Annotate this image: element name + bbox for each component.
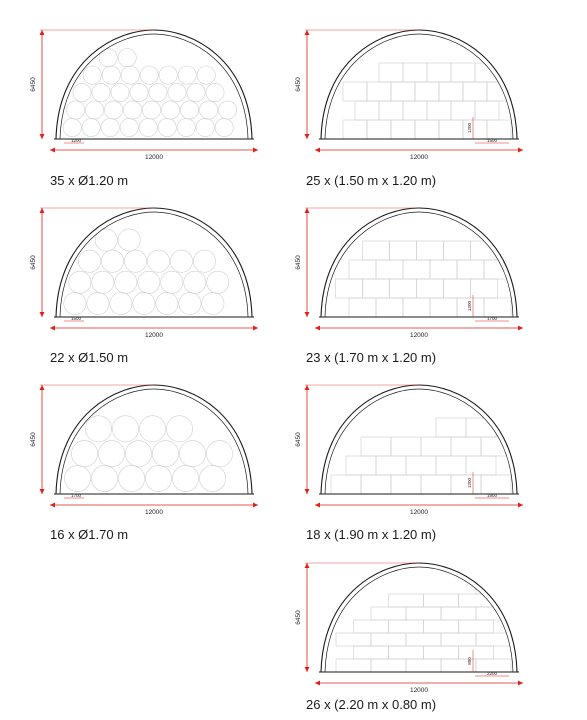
storage-block [417,279,444,298]
tent-inner-outline [325,212,513,317]
storage-block [406,633,441,646]
storage-circle [101,118,119,136]
tent-outline [321,208,517,317]
tent-inner-outline [60,34,248,139]
width-label: 12000 [409,332,429,339]
storage-block [389,620,424,633]
height-arrow-bottom [305,312,310,317]
storage-block [403,101,427,120]
storage-circle [140,66,158,84]
storage-circle [206,441,232,467]
width-arrow-right [253,503,258,508]
storage-circle [63,118,81,136]
storage-circle [71,441,97,467]
caption-rects-1900x1200: 18 x (1.90 m x 1.20 m) [306,527,437,542]
storage-block [371,607,406,620]
storage-block [421,475,451,494]
diagram-svg [28,25,268,175]
storage-circle [200,465,226,491]
width-arrow-right [253,326,258,331]
storage-block [391,120,415,139]
storage-circle [99,49,117,67]
storage-block [476,607,511,620]
height-arrow-bottom [40,489,45,494]
storage-block [481,437,511,456]
height-label: 6450 [30,77,37,92]
storage-block [441,633,476,646]
storage-circle [119,465,145,491]
width-label: 12000 [144,154,164,161]
storage-block [421,437,451,456]
storage-block [463,82,487,101]
storage-block [466,418,496,437]
storage-block [403,260,430,279]
storage-block [424,594,459,607]
storage-block [367,82,391,101]
storage-block [336,279,363,298]
height-arrow-bottom [40,134,45,139]
tent-diagram-rects-2200x800 [293,558,533,708]
unit-label: 1500 [486,137,498,143]
width-label: 12000 [409,154,429,161]
storage-block [390,241,417,260]
height-label: 6450 [295,432,302,447]
storage-block [379,63,403,82]
storage-circle [92,83,110,101]
unit-label: 1900 [486,492,498,498]
tent-outline [321,30,517,139]
storage-block [363,279,390,298]
height-label: 6450 [30,432,37,447]
storage-block [379,101,403,120]
storage-circle [110,292,132,314]
storage-circle [170,250,192,272]
storage-circle [178,66,196,84]
storage-block [466,456,496,475]
storage-circle [146,465,172,491]
diagram-svg [293,558,533,708]
fill-pattern [336,241,512,317]
storage-circle [69,271,91,293]
fill-pattern [63,49,237,137]
unit-label: 2200 [486,670,498,676]
storage-block [354,646,389,659]
width-label: 12000 [409,509,429,516]
storage-circle [87,292,109,314]
diagram-svg [28,380,268,530]
storage-circle [78,250,100,272]
storage-block [415,120,439,139]
storage-block [336,659,371,672]
storage-block [444,241,471,260]
storage-circle [193,250,215,272]
unit-label: 1200 [70,137,82,143]
storage-circle [149,83,167,101]
width-arrow-left [50,326,55,331]
storage-block [424,620,459,633]
height-arrow-bottom [40,312,45,317]
storage-block [391,475,421,494]
storage-circle [92,465,118,491]
tent-diagram-rects-1500x1200 [293,25,533,175]
diagram-svg [293,380,533,530]
storage-block [371,659,406,672]
storage-circle [65,465,91,491]
height-arrow-bottom [305,134,310,139]
storage-block [354,620,389,633]
tent-inner-outline [325,34,513,139]
unit-height-label: 1200 [467,122,472,134]
storage-block [390,279,417,298]
caption-rects-1700x1200: 23 x (1.70 m x 1.20 m) [306,350,437,365]
unit-label: 1700 [70,492,82,498]
width-label: 12000 [144,509,164,516]
storage-block [436,418,466,437]
storage-circle [130,83,148,101]
storage-block [417,241,444,260]
storage-block [406,659,441,672]
storage-block [484,260,511,279]
storage-circle [124,250,146,272]
storage-block [355,101,379,120]
storage-circle [118,49,136,67]
tent-diagram-circles-1700 [28,380,268,530]
storage-block [349,260,376,279]
unit-height-label: 800 [467,657,472,665]
storage-circle [184,271,206,293]
storage-block [427,101,451,120]
storage-block [415,82,439,101]
storage-circle [219,101,237,119]
storage-circle [85,416,111,442]
storage-block [343,120,367,139]
tent-diagram-circles-1200 [28,25,268,175]
diagram-svg [28,203,268,353]
storage-block [459,646,494,659]
storage-block [484,298,511,317]
storage-circle [138,271,160,293]
storage-circle [121,66,139,84]
storage-circle [118,229,140,251]
height-arrow-top [305,563,310,568]
tent-outline [321,563,517,672]
tent-inner-outline [325,389,513,494]
storage-block [371,633,406,646]
height-arrow-top [40,385,45,390]
storage-circle [162,101,180,119]
storage-block [476,633,511,646]
fill-pattern [336,581,511,672]
caption-rects-2200x800: 26 x (2.20 m x 0.80 m) [306,697,437,712]
height-arrow-bottom [305,667,310,672]
tent-diagram-rects-1700x1200 [293,203,533,353]
storage-circle [139,118,157,136]
caption-rects-1500x1200: 25 x (1.50 m x 1.20 m) [306,173,437,188]
storage-circle [64,292,86,314]
storage-circle [152,441,178,467]
width-arrow-right [518,326,523,331]
width-arrow-left [50,148,55,153]
width-arrow-left [315,148,320,153]
storage-block [430,260,457,279]
storage-circle [67,101,85,119]
height-arrow-top [305,208,310,213]
width-arrow-left [315,326,320,331]
storage-circle [115,271,137,293]
storage-block [471,241,498,260]
storage-circle [73,83,91,101]
diagram-svg [293,203,533,353]
width-arrow-right [253,148,258,153]
storage-block [406,456,436,475]
storage-block [436,456,466,475]
storage-circle [181,101,199,119]
width-arrow-right [518,148,523,153]
width-label: 12000 [144,332,164,339]
height-label: 6450 [30,255,37,270]
storage-circle [202,292,224,314]
storage-circle [179,441,205,467]
storage-circle [133,292,155,314]
storage-block [451,437,481,456]
storage-circle [112,416,138,442]
storage-circle [98,441,124,467]
height-arrow-top [305,30,310,35]
storage-block [346,456,376,475]
storage-circle [102,66,120,84]
storage-circle [156,292,178,314]
storage-circle [159,66,177,84]
storage-circle [215,118,233,136]
storage-circle [120,118,138,136]
storage-block [487,120,511,139]
width-arrow-left [50,503,55,508]
tent-outline [56,385,252,494]
width-label: 12000 [409,687,429,694]
storage-block [451,101,475,120]
height-label: 6450 [295,77,302,92]
storage-circle [161,271,183,293]
fill-pattern [331,418,511,494]
storage-circle [101,250,123,272]
storage-circle [111,83,129,101]
storage-block [363,241,390,260]
storage-block [361,437,391,456]
storage-block [444,279,471,298]
storage-block [376,260,403,279]
fill-pattern [343,63,511,139]
tent-diagram-circles-1500 [28,203,268,353]
tent-inner-outline [60,212,248,317]
height-arrow-top [40,30,45,35]
storage-block [451,63,475,82]
storage-circle [124,101,142,119]
storage-circle [168,83,186,101]
storage-block [441,607,476,620]
storage-block [406,607,441,620]
height-arrow-top [305,385,310,390]
unit-label: 1500 [70,315,82,321]
tent-diagram-rects-1900x1200 [293,380,533,530]
storage-circle [105,101,123,119]
storage-block [481,475,511,494]
storage-circle [83,66,101,84]
storage-block [367,120,391,139]
diagram-svg [293,25,533,175]
storage-circle [166,416,192,442]
storage-block [376,298,403,317]
storage-circle [158,118,176,136]
storage-circle [187,83,205,101]
storage-block [336,633,371,646]
height-arrow-top [40,208,45,213]
storage-circle [147,250,169,272]
unit-height-label: 1200 [467,300,472,312]
storage-circle [143,101,161,119]
height-arrow-bottom [305,489,310,494]
storage-circle [82,118,100,136]
storage-block [451,475,481,494]
storage-circle [173,465,199,491]
storage-block [427,63,451,82]
storage-block [471,279,498,298]
width-arrow-left [315,681,320,686]
storage-block [361,475,391,494]
unit-height-label: 1200 [467,477,472,489]
storage-circle [197,66,215,84]
storage-block [391,82,415,101]
storage-block [349,298,376,317]
storage-block [424,646,459,659]
storage-block [343,82,367,101]
storage-circle [207,271,229,293]
storage-circle [179,292,201,314]
storage-block [439,120,463,139]
storage-block [403,63,427,82]
caption-circles-1500: 22 x Ø1.50 m [50,350,129,365]
storage-block [376,456,406,475]
unit-label: 1700 [486,315,498,321]
storage-circle [200,101,218,119]
storage-block [389,594,424,607]
storage-block [475,101,499,120]
storage-block [391,437,421,456]
storage-block [403,298,430,317]
storage-circle [177,118,195,136]
storage-block [389,646,424,659]
width-arrow-right [518,681,523,686]
storage-circle [206,83,224,101]
storage-block [459,620,494,633]
caption-circles-1200: 35 x Ø1.20 m [50,173,129,188]
width-arrow-left [315,503,320,508]
storage-circle [196,118,214,136]
storage-circle [86,101,104,119]
fill-pattern [65,416,233,492]
storage-block [457,260,484,279]
height-label: 6450 [295,255,302,270]
storage-block [331,475,361,494]
storage-circle [139,416,165,442]
width-arrow-right [518,503,523,508]
storage-block [439,82,463,101]
storage-block [430,298,457,317]
tent-outline [321,385,517,494]
storage-circle [92,271,114,293]
height-label: 6450 [295,610,302,625]
storage-circle [125,441,151,467]
tent-inner-outline [60,389,248,494]
caption-circles-1700: 16 x Ø1.70 m [50,527,129,542]
